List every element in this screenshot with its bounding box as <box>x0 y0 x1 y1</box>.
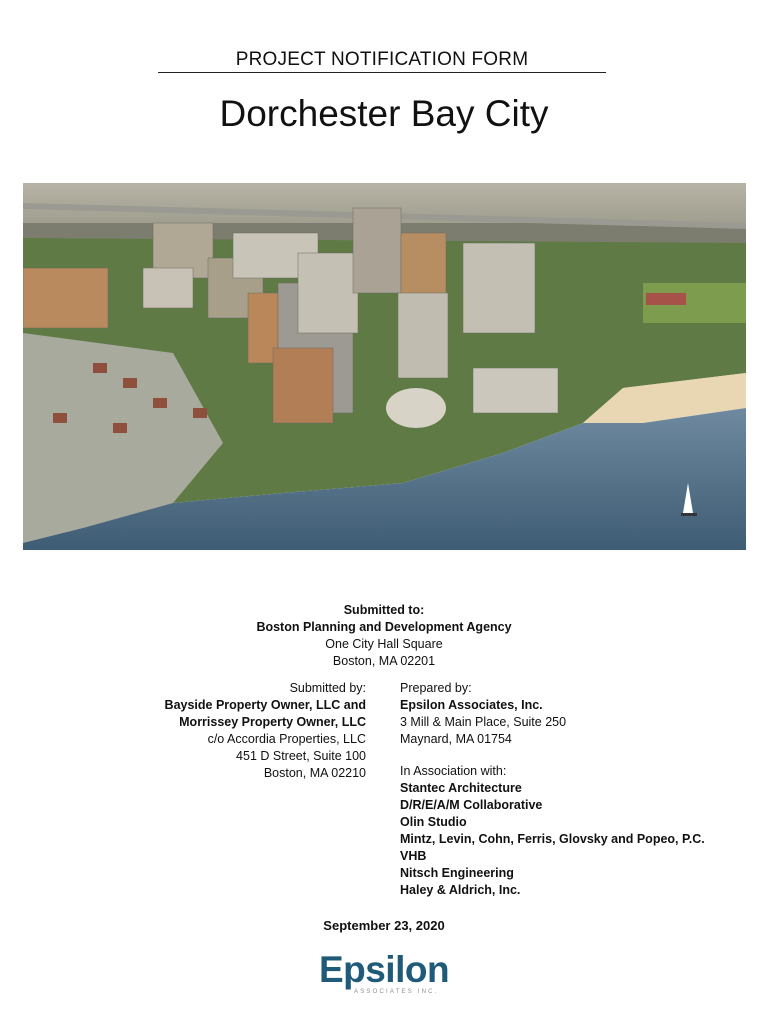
association-item: D/R/E/A/M Collaborative <box>400 798 543 812</box>
prepared-by-heading: Prepared by: <box>400 681 472 695</box>
prepared-by-line: Epsilon Associates, Inc. <box>400 698 543 712</box>
association-item: Olin Studio <box>400 815 467 829</box>
association-item: Nitsch Engineering <box>400 866 514 880</box>
submitted-to-heading: Submitted to: <box>343 603 425 617</box>
logo-subtitle: ASSOCIATES INC. <box>354 989 439 995</box>
form-label: PROJECT NOTIFICATION FORM <box>235 49 529 70</box>
submitted-by-line: c/o Accordia Properties, LLC <box>207 732 366 746</box>
association-heading: In Association with: <box>400 764 507 778</box>
submitted-to-line: Boston Planning and Development Agency <box>256 620 512 634</box>
prepared-by-line: Maynard, MA 01754 <box>400 732 512 746</box>
association-item: VHB <box>400 849 427 863</box>
submitted-by-heading: Submitted by: <box>289 681 366 695</box>
title-divider <box>158 72 606 73</box>
submitted-to-line: Boston, MA 02201 <box>332 654 436 668</box>
page-title: Dorchester Bay City <box>219 93 549 134</box>
submitted-by-block <box>120 680 366 782</box>
association-item: Stantec Architecture <box>400 781 522 795</box>
submitted-to-line: One City Hall Square <box>325 637 443 651</box>
submitted-by-line: 451 D Street, Suite 100 <box>236 749 366 763</box>
association-item: Haley & Aldrich, Inc. <box>400 883 521 897</box>
aerial-rendering-image <box>23 183 746 550</box>
logo-wordmark: Epsilon <box>318 949 450 990</box>
submitted-to-block <box>0 602 768 670</box>
submitted-by-line: Bayside Property Owner, LLC and <box>164 698 366 712</box>
submission-date: September 23, 2020 <box>323 918 445 933</box>
submitted-by-line: Morrissey Property Owner, LLC <box>179 715 366 729</box>
submitted-by-line: Boston, MA 02210 <box>263 766 366 780</box>
association-block <box>400 763 740 899</box>
prepared-by-block <box>400 680 740 748</box>
epsilon-logo <box>318 950 450 994</box>
association-item: Mintz, Levin, Cohn, Ferris, Glovsky and Popeo, P.C. <box>400 832 705 846</box>
prepared-by-line: 3 Mill & Main Place, Suite 250 <box>400 715 567 729</box>
